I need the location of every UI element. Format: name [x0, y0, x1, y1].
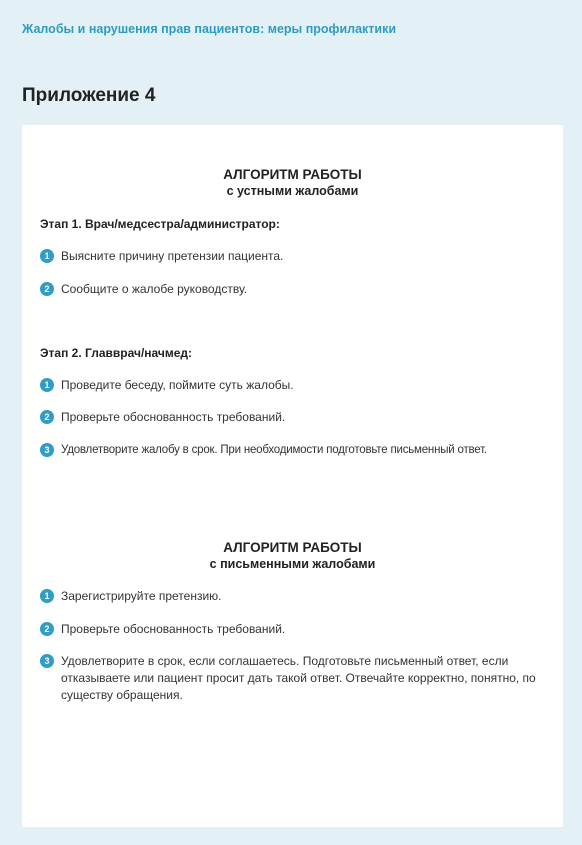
number-badge-icon: 1	[40, 589, 54, 603]
number-badge-icon: 2	[40, 282, 54, 296]
list-item	[40, 248, 550, 265]
step-text: Удовлетворите жалобу в срок. При необходимости подготовьте письменный ответ.	[61, 444, 487, 456]
oral-heading-line1: АЛГОРИТМ РАБОТЫ	[223, 167, 362, 182]
stage2-label: Этап 2. Главврач/начмед:	[40, 346, 193, 360]
list-item	[40, 442, 550, 459]
step-text: Проверьте обоснованность требований.	[61, 410, 286, 424]
number-badge-icon: 2	[40, 622, 54, 636]
step-text: Выясните причину претензии пациента.	[61, 249, 284, 263]
number-badge-icon: 2	[40, 410, 54, 424]
list-item	[40, 653, 550, 704]
oral-heading-line2: с устными жалобами	[226, 184, 359, 198]
step-text: Проверьте обоснованность требований.	[61, 622, 286, 636]
list-item	[40, 621, 550, 638]
written-algorithm-heading	[22, 539, 563, 573]
number-badge-icon: 3	[40, 443, 54, 457]
oral-algorithm-heading	[22, 166, 563, 200]
number-badge-icon: 1	[40, 378, 54, 392]
step-text: Зарегистрируйте претензию.	[61, 589, 222, 603]
step-text: Сообщите о жалобе руководству.	[61, 282, 248, 296]
list-item	[40, 588, 550, 605]
number-badge-icon: 3	[40, 654, 54, 668]
step-text: Проведите беседу, поймите суть жалобы.	[61, 378, 294, 392]
step-text: Удовлетворите в срок, если соглашаетесь. Подготовьте письменный ответ, если отказываете или пациент просит дать такой ответ. Отвечайте корректно, понятно, по существу обращения.	[61, 654, 536, 702]
list-item	[40, 377, 550, 394]
list-item	[40, 409, 550, 426]
written-heading-line1: АЛГОРИТМ РАБОТЫ	[223, 540, 362, 555]
stage1-label: Этап 1. Врач/медсестра/администратор:	[40, 217, 280, 231]
list-item	[40, 281, 550, 298]
written-heading-line2: с письменными жалобами	[209, 557, 376, 571]
running-header-title: Жалобы и нарушения прав пациентов: меры профилактики	[22, 22, 397, 36]
content-panel	[22, 125, 563, 827]
appendix-title: Приложение 4	[22, 85, 156, 106]
number-badge-icon: 1	[40, 249, 54, 263]
